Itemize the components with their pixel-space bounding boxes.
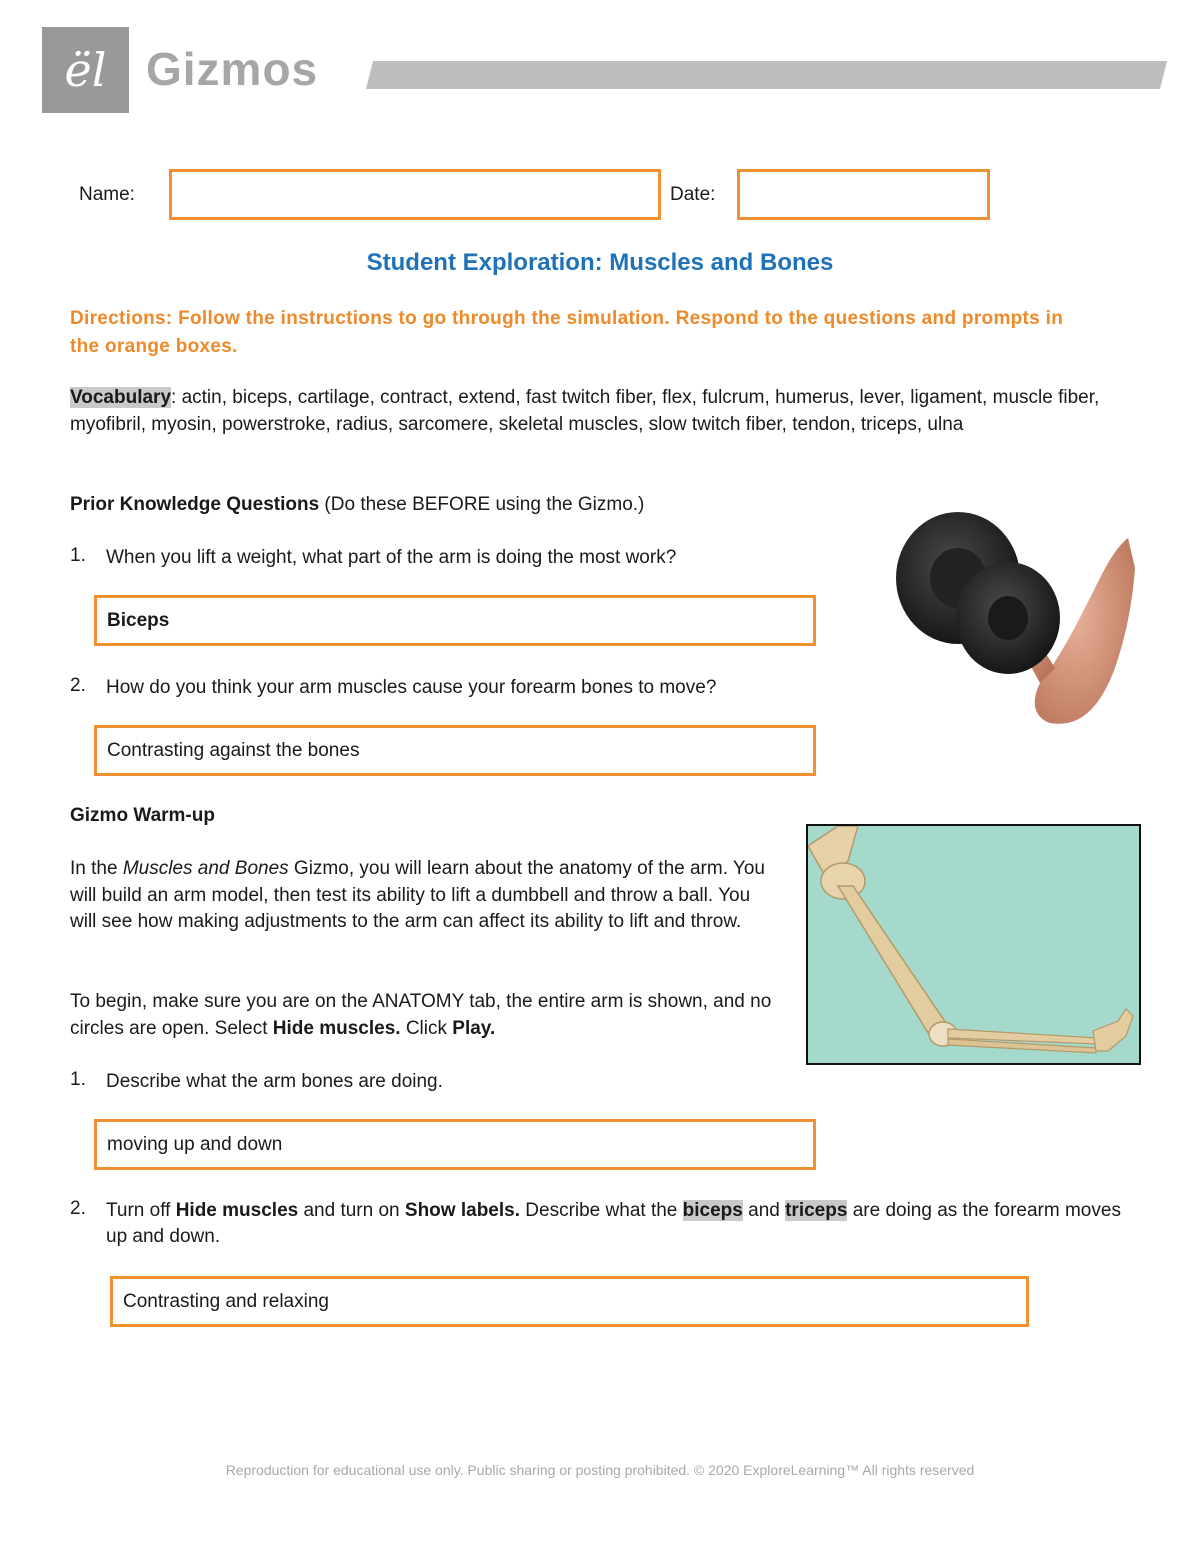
begin-text-a: To begin, make sure you are on the ANATOMY tab, the entire arm is shown, and no circles are open. Select xyxy=(70,991,772,1039)
intro-gizmo-name: Muscles and Bones xyxy=(122,858,289,879)
warmup-intro xyxy=(70,856,780,936)
vocabulary-paragraph xyxy=(70,385,1130,438)
warmup-answer-2[interactable]: Contrasting and relaxing xyxy=(110,1276,1029,1327)
question-number: 2. xyxy=(70,1198,86,1219)
q2-triceps-term: triceps xyxy=(785,1200,848,1221)
date-label: Date: xyxy=(670,184,716,205)
prior-question-2: How do you think your arm muscles cause your forearm bones to move? xyxy=(106,677,717,698)
prior-question-1: When you lift a weight, what part of the arm is doing the most work? xyxy=(106,547,677,568)
prior-answer-1[interactable]: Biceps xyxy=(94,595,816,646)
copyright-footer: Reproduction for educational use only. Public sharing or posting prohibited. © 2020 ExploreLearning™ All rights reserved xyxy=(225,1462,975,1478)
begin-play: Play. xyxy=(452,1017,496,1039)
warmup-question-1: Describe what the arm bones are doing. xyxy=(106,1071,443,1092)
warmup-answer-1[interactable]: moving up and down xyxy=(94,1119,816,1170)
intro-text-a: In the xyxy=(70,858,123,879)
question-number: 1. xyxy=(70,1069,86,1090)
q2-hide-muscles: Hide muscles xyxy=(175,1200,299,1221)
header-divider-bar xyxy=(366,61,1167,89)
directions-text: Directions: Follow the instructions to go through the simulation. Respond to the questions and prompts in the orange boxes. xyxy=(70,308,1064,357)
vocabulary-label: Vocabulary xyxy=(70,387,172,408)
question-number: 1. xyxy=(70,545,86,566)
warmup-begin xyxy=(70,989,780,1042)
q2-text-c: Describe what the xyxy=(520,1200,683,1221)
warmup-question-2 xyxy=(106,1198,1126,1250)
date-field[interactable] xyxy=(737,169,990,220)
logo-glyph: ël xyxy=(64,43,107,97)
q2-text-a: Turn off xyxy=(106,1200,176,1221)
page-title: Student Exploration: Muscles and Bones xyxy=(366,249,834,276)
warmup-heading: Gizmo Warm-up xyxy=(70,805,215,826)
prior-heading-note: (Do these BEFORE using the Gizmo.) xyxy=(319,494,645,515)
begin-hide-muscles: Hide muscles. xyxy=(272,1017,401,1039)
q2-text-b: and turn on xyxy=(298,1200,405,1221)
question-number: 2. xyxy=(70,675,86,696)
hand-bones xyxy=(1093,1009,1133,1051)
q2-biceps-term: biceps xyxy=(682,1200,743,1221)
arm-bones-diagram xyxy=(806,824,1141,1065)
explorelearning-logo xyxy=(42,27,129,113)
q2-show-labels: Show labels. xyxy=(404,1200,520,1221)
q2-text-e: are doing as the forearm moves up and down. xyxy=(106,1200,1121,1247)
brand-name: Gizmos xyxy=(146,43,319,95)
vocabulary-terms: : actin, biceps, cartilage, contract, extend, fast twitch fiber, flex, fulcrum, humerus, lever, ligament, muscle fiber, myofibril, myosin, powerstroke, radius, sarcomere, skeletal muscles, slow twitch fiber, tendon, triceps, ulna xyxy=(70,387,1100,435)
name-label: Name: xyxy=(79,184,135,205)
arm-bones-svg xyxy=(808,826,1139,1063)
begin-text-b: Click xyxy=(400,1017,453,1039)
humerus-bone xyxy=(838,886,948,1036)
name-field[interactable] xyxy=(169,169,661,220)
prior-heading-text: Prior Knowledge Questions xyxy=(70,494,320,515)
dumbbell-arm-image xyxy=(890,508,1135,728)
q2-text-d: and xyxy=(742,1200,786,1221)
prior-answer-2[interactable]: Contrasting against the bones xyxy=(94,725,816,776)
intro-text-b: Gizmo, you will learn about the anatomy of the arm. You will build an arm model, then test its ability to lift a dumbbell and throw a ball. You will see how making adjustments to the arm can affect its ability to lift and throw. xyxy=(70,858,765,932)
front-plate-hub xyxy=(988,596,1028,640)
